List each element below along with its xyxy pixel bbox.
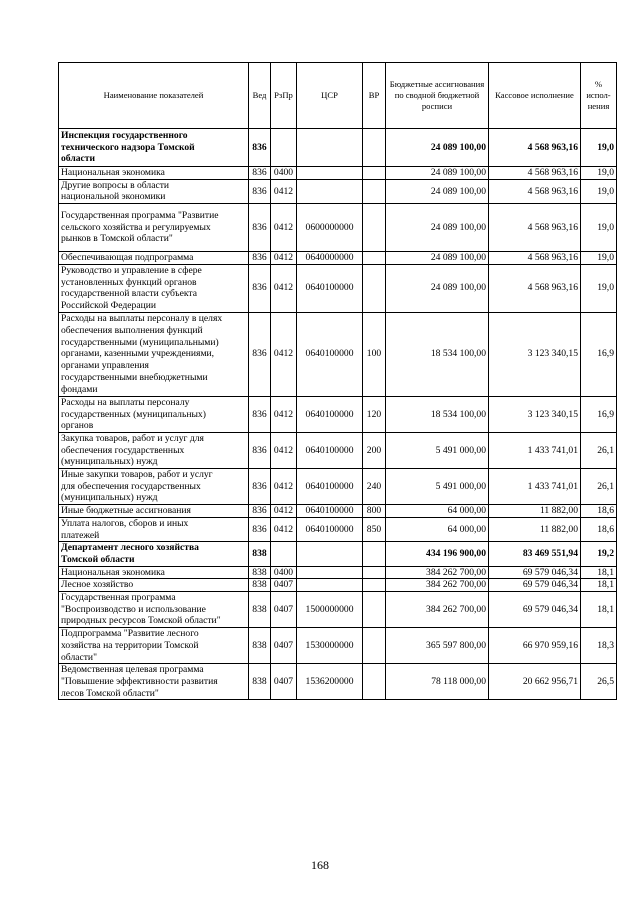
cell-csr: 1536200000	[297, 664, 363, 700]
table-row	[59, 628, 617, 664]
cell-vr: 120	[363, 396, 386, 432]
cell-ved: 836	[249, 469, 271, 505]
cell-pct: 19,0	[581, 179, 617, 203]
cell-pct: 26,1	[581, 432, 617, 468]
header-ved: Вед	[249, 63, 271, 129]
cell-csr: 1530000000	[297, 628, 363, 664]
cell-ved: 838	[249, 664, 271, 700]
cell-name: Закупка товаров, работ и услуг для обеспечения государственных (муниципальных) нужд	[59, 432, 249, 468]
cell-cash: 3 123 340,15	[489, 396, 581, 432]
cell-pct: 18,3	[581, 628, 617, 664]
table-row	[59, 312, 617, 396]
cell-rzpr: 0412	[271, 252, 297, 265]
cell-cash: 4 568 963,16	[489, 129, 581, 167]
cell-cash: 11 882,00	[489, 505, 581, 518]
cell-budget: 64 000,00	[386, 517, 489, 541]
cell-csr: 0640100000	[297, 469, 363, 505]
cell-cash: 66 970 959,16	[489, 628, 581, 664]
cell-rzpr	[271, 129, 297, 167]
cell-name: Национальная экономика	[59, 167, 249, 180]
cell-pct: 18,1	[581, 579, 617, 592]
table-row	[59, 252, 617, 265]
cell-csr: 0600000000	[297, 204, 363, 252]
header-rzpr: РзПр	[271, 63, 297, 129]
cell-cash: 11 882,00	[489, 517, 581, 541]
cell-name: Расходы на выплаты персоналу государственных (муниципальных) органов	[59, 396, 249, 432]
header-budget: Бюджетные ассигнования по сводной бюджетной росписи	[386, 63, 489, 129]
cell-ved: 838	[249, 542, 271, 566]
cell-csr	[297, 566, 363, 579]
cell-pct: 18,6	[581, 505, 617, 518]
cell-cash: 69 579 046,34	[489, 592, 581, 628]
cell-ved: 836	[249, 179, 271, 203]
cell-rzpr: 0407	[271, 592, 297, 628]
cell-vr	[363, 264, 386, 312]
cell-pct: 19,0	[581, 129, 617, 167]
cell-pct: 18,1	[581, 566, 617, 579]
cell-name: Расходы на выплаты персоналу в целях обеспечения выполнения функций государственными (муниципальными) органами, казенными учреждениями, органами управления государственными внебюджетными фондами	[59, 312, 249, 396]
cell-ved: 838	[249, 566, 271, 579]
cell-vr	[363, 592, 386, 628]
cell-name: Подпрограмма "Развитие лесного хозяйства на территории Томской области"	[59, 628, 249, 664]
cell-budget: 18 534 100,00	[386, 396, 489, 432]
cell-pct: 26,1	[581, 469, 617, 505]
cell-rzpr: 0400	[271, 566, 297, 579]
cell-vr	[363, 628, 386, 664]
cell-budget: 24 089 100,00	[386, 264, 489, 312]
cell-vr	[363, 566, 386, 579]
table-row	[59, 129, 617, 167]
table-row	[59, 517, 617, 541]
cell-ved: 836	[249, 167, 271, 180]
cell-pct: 16,9	[581, 396, 617, 432]
cell-csr	[297, 167, 363, 180]
cell-name: Государственная программа "Воспроизводство и использование природных ресурсов Томской области"	[59, 592, 249, 628]
table-row	[59, 167, 617, 180]
cell-vr	[363, 252, 386, 265]
cell-vr	[363, 179, 386, 203]
cell-name: Государственная программа "Развитие сельского хозяйства и регулируемых рынков в Томской области"	[59, 204, 249, 252]
cell-csr: 0640100000	[297, 396, 363, 432]
header-cash: Кассовое исполнение	[489, 63, 581, 129]
cell-ved: 836	[249, 312, 271, 396]
cell-vr: 100	[363, 312, 386, 396]
header-csr: ЦСР	[297, 63, 363, 129]
cell-pct: 19,0	[581, 204, 617, 252]
cell-rzpr: 0412	[271, 505, 297, 518]
table-row	[59, 396, 617, 432]
cell-budget: 365 597 800,00	[386, 628, 489, 664]
header-pct: % испол-нения	[581, 63, 617, 129]
cell-cash: 4 568 963,16	[489, 264, 581, 312]
cell-name: Уплата налогов, сборов и иных платежей	[59, 517, 249, 541]
cell-ved: 836	[249, 204, 271, 252]
cell-rzpr: 0412	[271, 469, 297, 505]
cell-csr	[297, 579, 363, 592]
cell-budget: 64 000,00	[386, 505, 489, 518]
page-number: 168	[311, 858, 329, 872]
cell-cash: 4 568 963,16	[489, 167, 581, 180]
cell-cash: 4 568 963,16	[489, 179, 581, 203]
cell-rzpr: 0412	[271, 264, 297, 312]
cell-rzpr: 0412	[271, 179, 297, 203]
cell-name: Обеспечивающая подпрограмма	[59, 252, 249, 265]
cell-pct: 19,0	[581, 167, 617, 180]
table-header-row	[59, 63, 617, 129]
cell-csr: 0640000000	[297, 252, 363, 265]
budget-execution-table	[58, 62, 617, 700]
cell-budget: 24 089 100,00	[386, 129, 489, 167]
table-row	[59, 542, 617, 566]
cell-pct: 19,0	[581, 252, 617, 265]
cell-pct: 19,2	[581, 542, 617, 566]
cell-budget: 384 262 700,00	[386, 579, 489, 592]
cell-rzpr: 0412	[271, 204, 297, 252]
cell-csr: 1500000000	[297, 592, 363, 628]
cell-budget: 24 089 100,00	[386, 252, 489, 265]
cell-rzpr: 0400	[271, 167, 297, 180]
cell-vr: 240	[363, 469, 386, 505]
cell-name: Иные бюджетные ассигнования	[59, 505, 249, 518]
cell-cash: 69 579 046,34	[489, 579, 581, 592]
cell-budget: 24 089 100,00	[386, 179, 489, 203]
cell-budget: 78 118 000,00	[386, 664, 489, 700]
cell-name: Департамент лесного хозяйства Томской области	[59, 542, 249, 566]
cell-pct: 19,0	[581, 264, 617, 312]
cell-budget: 24 089 100,00	[386, 167, 489, 180]
cell-vr: 200	[363, 432, 386, 468]
cell-csr: 0640100000	[297, 264, 363, 312]
cell-name: Руководство и управление в сфере установленных функций органов государственной власти субъекта Российской Федерации	[59, 264, 249, 312]
cell-budget: 384 262 700,00	[386, 566, 489, 579]
cell-ved: 836	[249, 432, 271, 468]
cell-rzpr: 0407	[271, 628, 297, 664]
cell-ved: 836	[249, 264, 271, 312]
table-body	[59, 129, 617, 700]
table-row	[59, 579, 617, 592]
cell-rzpr: 0412	[271, 432, 297, 468]
table-row	[59, 566, 617, 579]
cell-cash: 83 469 551,94	[489, 542, 581, 566]
cell-cash: 4 568 963,16	[489, 204, 581, 252]
cell-pct: 26,5	[581, 664, 617, 700]
cell-budget: 5 491 000,00	[386, 469, 489, 505]
cell-csr	[297, 542, 363, 566]
cell-vr	[363, 167, 386, 180]
cell-ved: 836	[249, 129, 271, 167]
cell-budget: 434 196 900,00	[386, 542, 489, 566]
cell-vr: 800	[363, 505, 386, 518]
cell-ved: 836	[249, 505, 271, 518]
cell-rzpr: 0412	[271, 396, 297, 432]
cell-csr: 0640100000	[297, 432, 363, 468]
cell-vr	[363, 579, 386, 592]
cell-budget: 18 534 100,00	[386, 312, 489, 396]
table-row	[59, 469, 617, 505]
cell-cash: 69 579 046,34	[489, 566, 581, 579]
cell-ved: 836	[249, 517, 271, 541]
table-row	[59, 664, 617, 700]
cell-name: Лесное хозяйство	[59, 579, 249, 592]
cell-budget: 5 491 000,00	[386, 432, 489, 468]
cell-rzpr	[271, 542, 297, 566]
cell-name: Ведомственная целевая программа "Повышение эффективности развития лесов Томской области"	[59, 664, 249, 700]
table-row	[59, 179, 617, 203]
cell-ved: 836	[249, 396, 271, 432]
cell-cash: 20 662 956,71	[489, 664, 581, 700]
cell-ved: 838	[249, 579, 271, 592]
cell-cash: 4 568 963,16	[489, 252, 581, 265]
cell-ved: 836	[249, 252, 271, 265]
cell-name: Иные закупки товаров, работ и услуг для обеспечения государственных (муниципальных) нужд	[59, 469, 249, 505]
cell-rzpr: 0412	[271, 312, 297, 396]
table-row	[59, 204, 617, 252]
cell-csr	[297, 129, 363, 167]
cell-cash: 1 433 741,01	[489, 432, 581, 468]
table-row	[59, 264, 617, 312]
table-row	[59, 592, 617, 628]
cell-name: Инспекция государственного технического надзора Томской области	[59, 129, 249, 167]
cell-pct: 18,1	[581, 592, 617, 628]
cell-csr: 0640100000	[297, 505, 363, 518]
cell-vr	[363, 204, 386, 252]
cell-csr: 0640100000	[297, 517, 363, 541]
header-name: Наименование показателей	[59, 63, 249, 129]
cell-csr	[297, 179, 363, 203]
cell-pct: 16,9	[581, 312, 617, 396]
cell-rzpr: 0412	[271, 517, 297, 541]
cell-name: Другие вопросы в области национальной экономики	[59, 179, 249, 203]
cell-vr	[363, 542, 386, 566]
cell-pct: 18,6	[581, 517, 617, 541]
cell-vr: 850	[363, 517, 386, 541]
cell-budget: 24 089 100,00	[386, 204, 489, 252]
cell-rzpr: 0407	[271, 579, 297, 592]
cell-csr: 0640100000	[297, 312, 363, 396]
cell-ved: 838	[249, 628, 271, 664]
table-row	[59, 505, 617, 518]
cell-cash: 3 123 340,15	[489, 312, 581, 396]
cell-vr	[363, 664, 386, 700]
cell-vr	[363, 129, 386, 167]
cell-ved: 838	[249, 592, 271, 628]
header-vr: ВР	[363, 63, 386, 129]
cell-rzpr: 0407	[271, 664, 297, 700]
cell-budget: 384 262 700,00	[386, 592, 489, 628]
cell-cash: 1 433 741,01	[489, 469, 581, 505]
table-row	[59, 432, 617, 468]
cell-name: Национальная экономика	[59, 566, 249, 579]
